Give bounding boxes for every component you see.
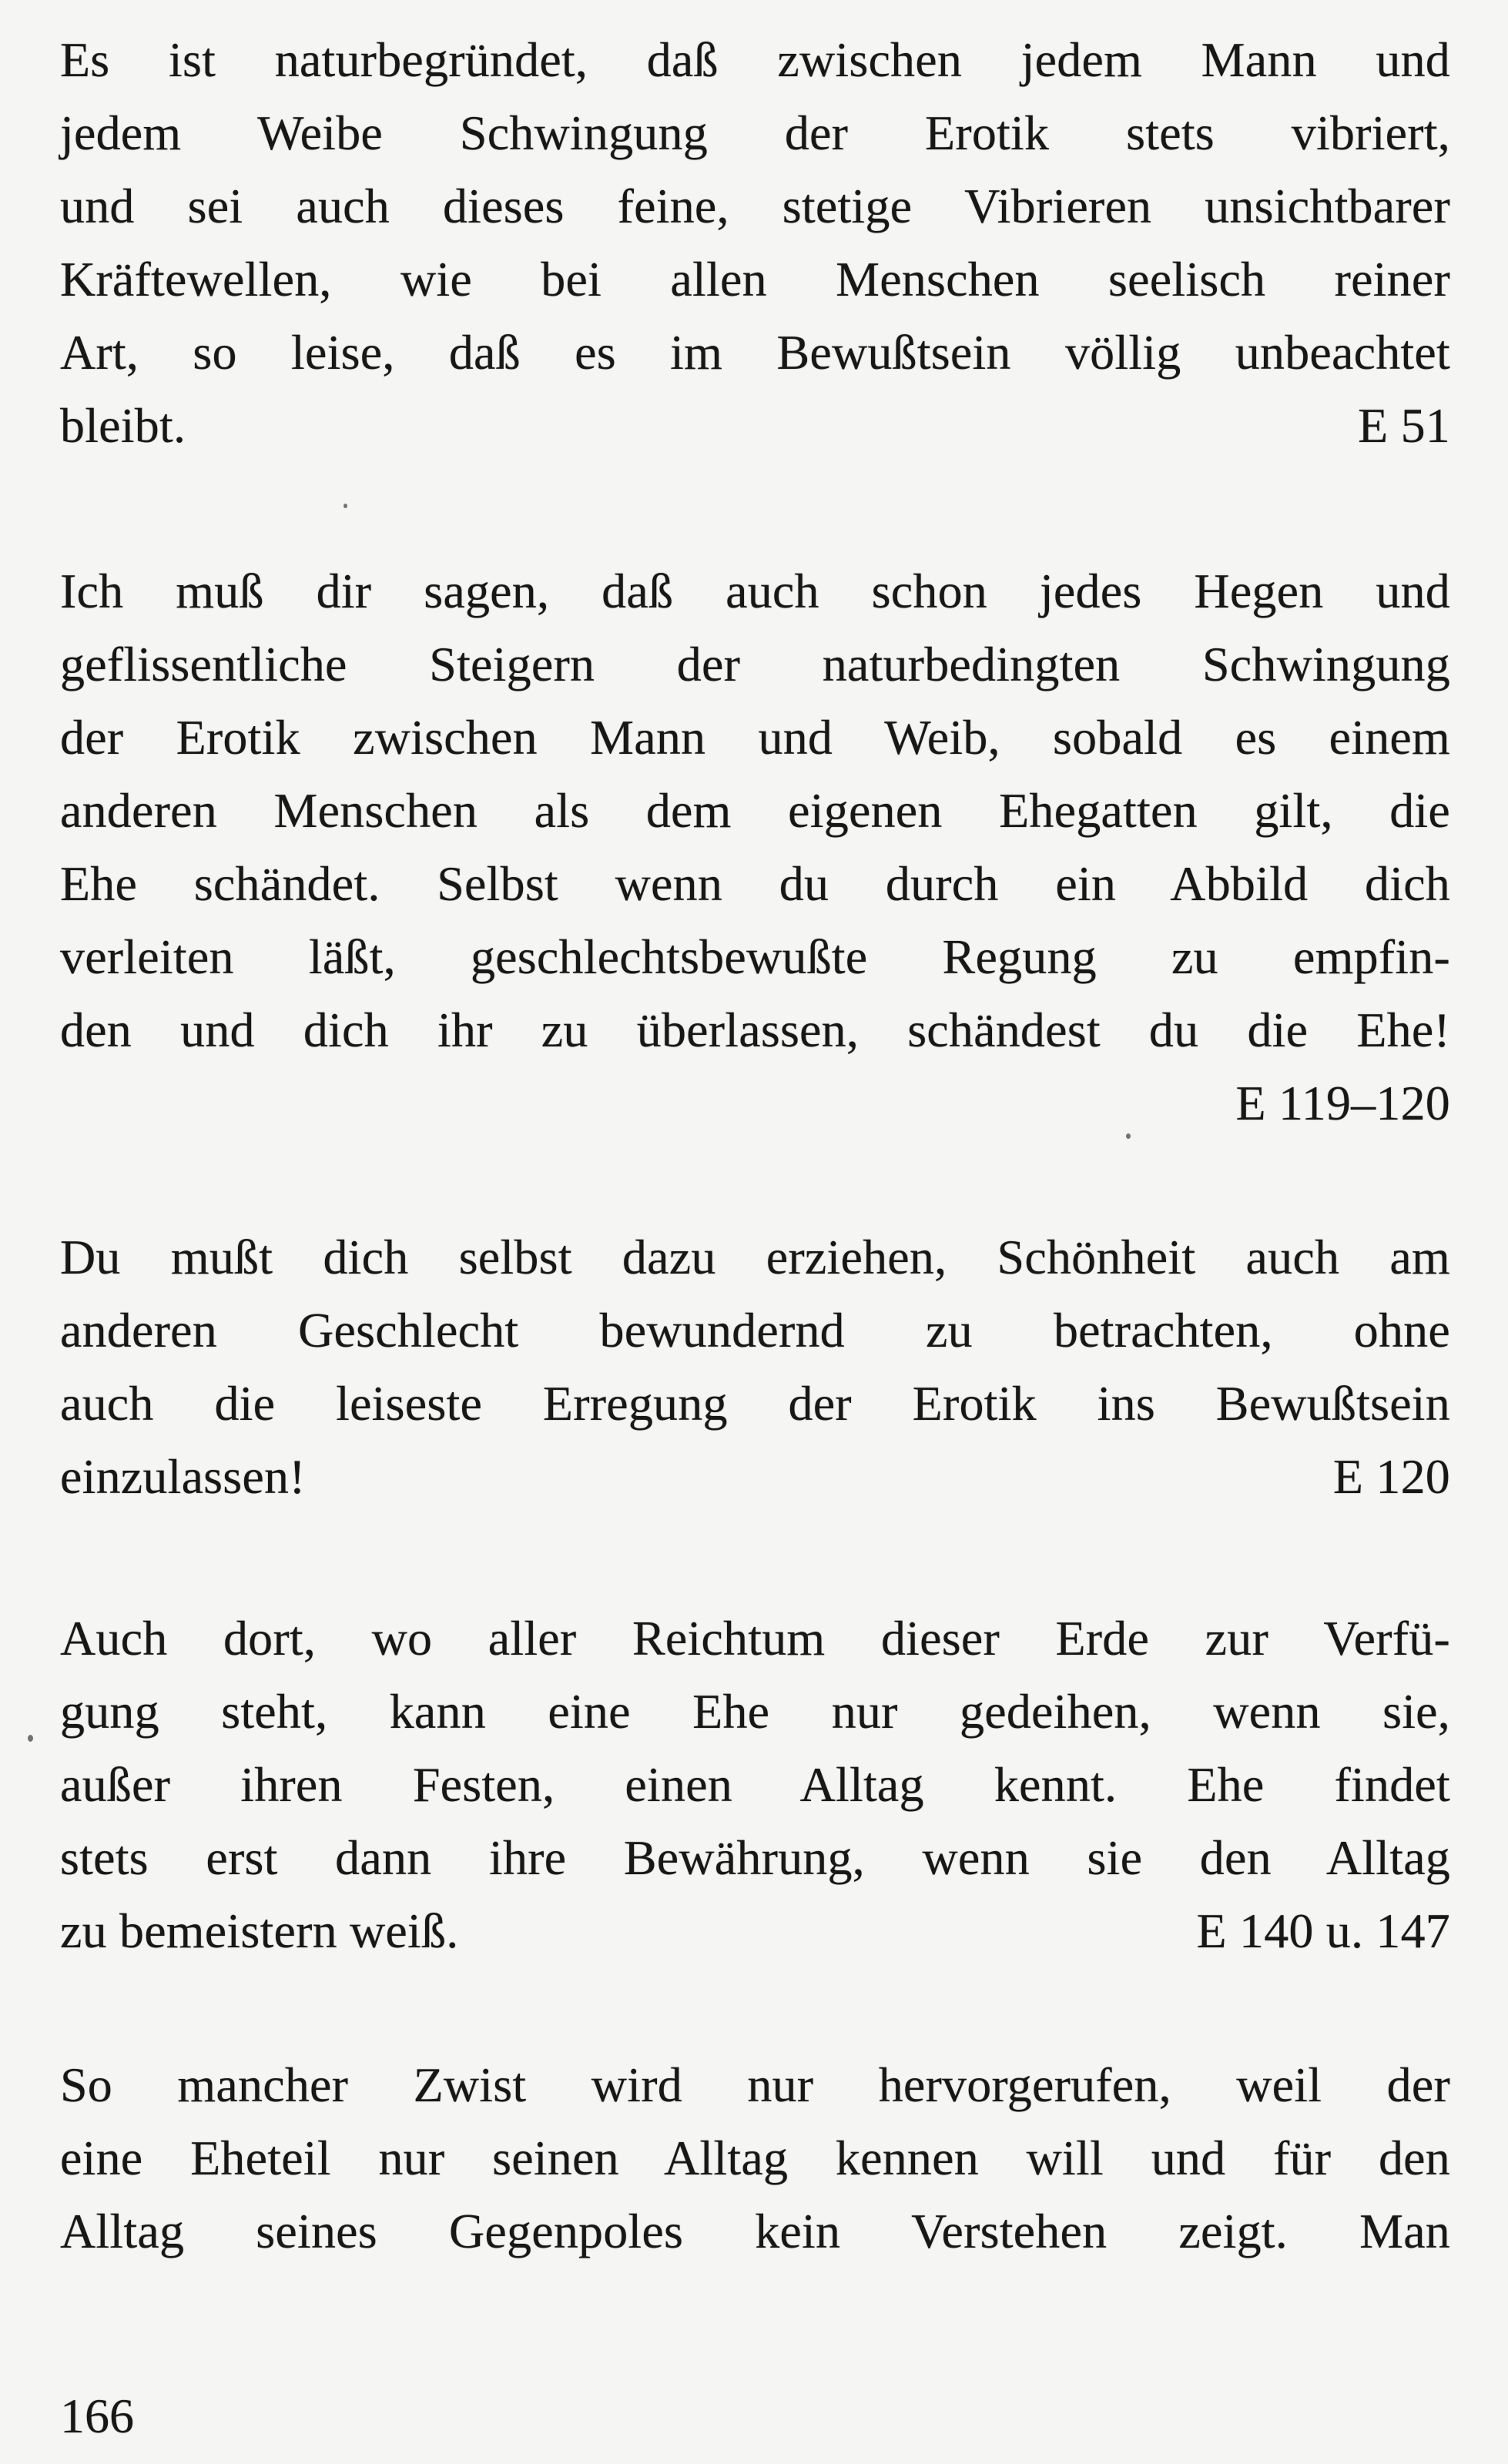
paragraph — [60, 23, 1450, 462]
paragraph-tail-text: einzulassen! — [60, 1449, 306, 1504]
paragraph-tail-text: zu bemeistern weiß. — [60, 1903, 459, 1958]
paragraph-tail-text: bleibt. — [60, 398, 186, 453]
scan-speck — [1126, 1133, 1131, 1139]
text-block — [60, 23, 1450, 2268]
text-line: Auch dort, wo aller Reichtum dieser Erde zur Verfü- — [60, 1611, 1450, 1666]
text-line: der Erotik zwischen Mann und Weib, sobald es einem — [60, 710, 1450, 765]
paragraph-end-line — [60, 1440, 1450, 1513]
source-reference: E 140 u. 147 — [1196, 1903, 1450, 1958]
paragraph — [60, 1220, 1450, 1513]
scan-speck — [343, 504, 347, 508]
paragraph-end-line — [60, 1894, 1450, 1967]
text-line: eine Eheteil nur seinen Alltag kennen will und für den — [60, 2131, 1450, 2185]
scan-speck — [28, 1735, 33, 1742]
paragraph — [60, 2048, 1450, 2268]
text-line: So mancher Zwist wird nur hervorgerufen, weil der — [60, 2057, 1450, 2112]
text-line: anderen Menschen als dem eigenen Ehegatten gilt, die — [60, 783, 1450, 838]
text-line: Du mußt dich selbst dazu erziehen, Schönheit auch am — [60, 1230, 1450, 1284]
paragraph — [60, 554, 1450, 1140]
text-line: Ich muß dir sagen, daß auch schon jedes Hegen und — [60, 564, 1450, 618]
text-line: Es ist naturbegründet, daß zwischen jedem Mann und — [60, 32, 1450, 87]
text-line: Art, so leise, daß es im Bewußtsein völlig unbeachtet — [60, 325, 1450, 380]
text-line: den und dich ihr zu überlassen, schändest du die Ehe! — [60, 1003, 1450, 1057]
paragraph — [60, 1602, 1450, 1967]
source-reference: E 120 — [1332, 1449, 1450, 1504]
text-line: geflissentliche Steigern der naturbedingten Schwingung — [60, 637, 1450, 691]
text-line: jedem Weibe Schwingung der Erotik stets vibriert, — [60, 105, 1450, 160]
paragraph-end-line — [60, 389, 1450, 462]
text-line: anderen Geschlecht bewundernd zu betrachten, ohne — [60, 1303, 1450, 1358]
text-line: Kräftewellen, wie bei allen Menschen seelisch reiner — [60, 252, 1450, 306]
text-line: außer ihren Festen, einen Alltag kennt. Ehe findet — [60, 1757, 1450, 1812]
source-reference: E 119–120 — [1235, 1076, 1450, 1130]
source-reference: E 51 — [1358, 398, 1450, 453]
page-number: 166 — [60, 2389, 134, 2443]
text-line: Alltag seines Gegenpoles kein Verstehen zeigt. Man — [60, 2204, 1450, 2258]
text-line: gung steht, kann eine Ehe nur gedeihen, wenn sie, — [60, 1684, 1450, 1739]
text-line: verleiten läßt, geschlechtsbewußte Regung zu empfin- — [60, 929, 1450, 984]
text-line: Ehe schändet. Selbst wenn du durch ein Abbild dich — [60, 856, 1450, 911]
text-line: und sei auch dieses feine, stetige Vibrieren unsichtbarer — [60, 179, 1450, 233]
text-line: stets erst dann ihre Bewährung, wenn sie den Alltag — [60, 1830, 1450, 1885]
text-line: auch die leiseste Erregung der Erotik ins Bewußtsein — [60, 1376, 1450, 1431]
